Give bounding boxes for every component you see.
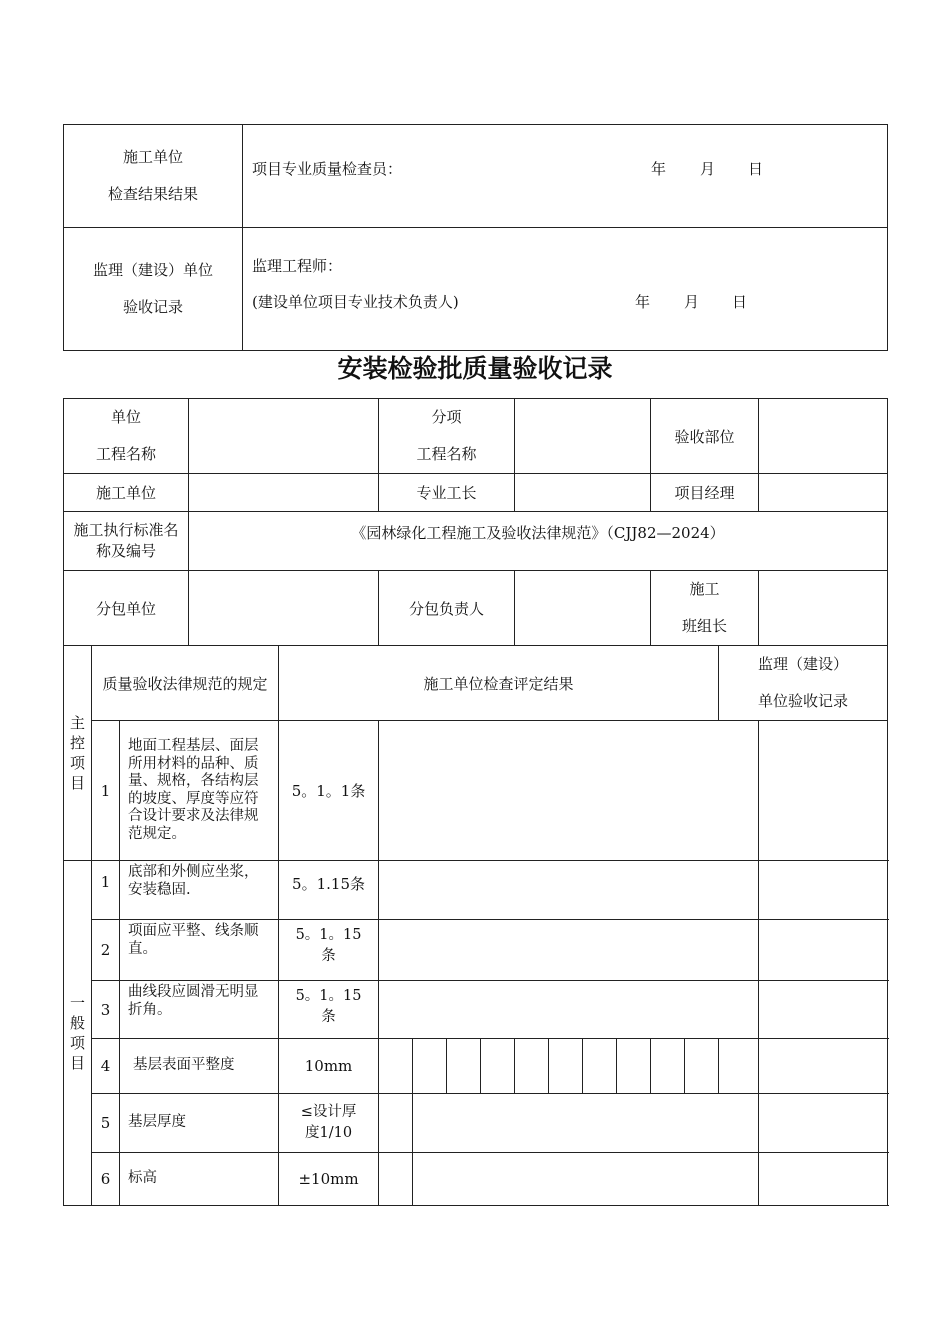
check-result-cell[interactable] bbox=[379, 861, 759, 920]
construction-unit-label: 施工单位 bbox=[64, 474, 189, 512]
spec-column-header: 质量验收法律规范的规定 bbox=[92, 646, 279, 721]
supervision-unit-label: 监理（建设）单位 bbox=[92, 261, 213, 279]
item-number: 4 bbox=[92, 1039, 120, 1094]
project-manager-label: 项目经理 bbox=[651, 474, 759, 512]
table-row bbox=[64, 920, 888, 981]
check-result-cell[interactable] bbox=[379, 920, 759, 981]
item-description: 基层表面平整度 bbox=[120, 1039, 279, 1094]
item-reference: 10mm bbox=[279, 1039, 379, 1094]
check-result-label: 检查结果结果 bbox=[107, 185, 198, 203]
item-number: 6 bbox=[92, 1153, 120, 1206]
measurement-cell[interactable] bbox=[413, 1039, 447, 1094]
item-description: 曲线段应圆滑无明显折角。 bbox=[120, 981, 279, 1039]
standard-label-cell bbox=[64, 512, 189, 571]
team-leader-label-line2: 班组长 bbox=[682, 617, 728, 635]
item-description: 基层厚度 bbox=[120, 1094, 279, 1153]
supervision-record-cell[interactable] bbox=[759, 981, 888, 1039]
measurement-cell[interactable] bbox=[379, 1039, 413, 1094]
supervision-header-line2: 单位验收记录 bbox=[758, 692, 849, 710]
measurement-cell[interactable] bbox=[379, 1094, 413, 1153]
sub-leader-label: 分包负责人 bbox=[379, 571, 515, 646]
item-description: 底部和外侧应坐浆，安装稳固. bbox=[120, 861, 279, 920]
main-control-text: 主 控 项 目 bbox=[69, 714, 85, 792]
foreman-label: 专业工长 bbox=[379, 474, 515, 512]
check-result-cell[interactable] bbox=[413, 1094, 759, 1153]
sub-leader-value[interactable] bbox=[515, 571, 651, 646]
supervision-record-cell[interactable] bbox=[759, 1153, 888, 1206]
item-description: 地面工程基层、面层所用材料的品种、质量、规格，各结构层的坡度、厚度等应符合设计要求及法律规范规定。 bbox=[120, 721, 279, 861]
item-reference: 5。1。1条 bbox=[279, 721, 379, 861]
engineer-signature-cell bbox=[243, 228, 888, 351]
measurement-cell[interactable] bbox=[719, 1039, 759, 1094]
measurement-cell[interactable] bbox=[515, 1039, 549, 1094]
item-description: 标高 bbox=[120, 1153, 279, 1206]
document-title: 安装检验批质量验收记录 bbox=[337, 354, 613, 383]
result-column-header: 施工单位检查评定结果 bbox=[279, 646, 719, 721]
sub-project-name-label: 工程名称 bbox=[416, 445, 477, 463]
standard-value: 《园林绿化工程施工及验收法律规范》（CJJ82—2024） bbox=[189, 512, 888, 571]
measurement-cell[interactable] bbox=[379, 1153, 413, 1206]
supervision-column-header bbox=[719, 646, 888, 721]
sub-project-label-cell bbox=[379, 399, 515, 474]
item-reference: 5。1.15条 bbox=[279, 861, 379, 920]
date-year: 年 bbox=[635, 293, 651, 311]
inspector-label: 项目专业质量检查员： bbox=[252, 160, 403, 178]
date-month: 月 bbox=[684, 293, 700, 311]
project-name-label: 工程名称 bbox=[96, 445, 157, 463]
supervision-label-cell bbox=[64, 228, 243, 351]
inspector-signature-cell bbox=[243, 125, 888, 228]
supervision-record-cell[interactable] bbox=[759, 1094, 888, 1153]
standard-label-line1: 施工执行标准名 bbox=[73, 521, 179, 539]
team-leader-label-line1: 施工 bbox=[689, 580, 720, 598]
table-row bbox=[64, 861, 888, 920]
unit-project-label-cell bbox=[64, 399, 189, 474]
check-result-cell[interactable] bbox=[413, 1153, 759, 1206]
item-reference: ≤设计厚度1/10 bbox=[279, 1094, 379, 1153]
acceptance-part-value[interactable] bbox=[759, 399, 888, 474]
item-number: 1 bbox=[92, 861, 120, 920]
supervision-header-line1: 监理（建设） bbox=[758, 655, 849, 673]
engineer-label: 监理工程师： bbox=[252, 257, 343, 275]
supervision-record-cell[interactable] bbox=[759, 721, 888, 861]
project-manager-value[interactable] bbox=[759, 474, 888, 512]
item-description: 项面应平整、线条顺直。 bbox=[120, 920, 279, 981]
measurement-cell[interactable] bbox=[583, 1039, 617, 1094]
foreman-value[interactable] bbox=[515, 474, 651, 512]
date-day: 日 bbox=[748, 160, 764, 178]
date-month: 月 bbox=[700, 160, 716, 178]
date-year: 年 bbox=[651, 160, 667, 178]
main-control-label bbox=[64, 646, 92, 861]
item-number: 5 bbox=[92, 1094, 120, 1153]
table-row bbox=[64, 721, 888, 861]
item-reference: 5。1。15条 bbox=[279, 920, 379, 981]
item-number: 2 bbox=[92, 920, 120, 981]
check-result-cell[interactable] bbox=[379, 721, 759, 861]
measurement-cell[interactable] bbox=[651, 1039, 685, 1094]
date-day: 日 bbox=[732, 293, 748, 311]
supervision-record-cell[interactable] bbox=[759, 1039, 888, 1094]
general-items-text: 一 般 项 目 bbox=[69, 994, 85, 1072]
standard-label-line2: 称及编号 bbox=[96, 542, 157, 560]
table-row bbox=[64, 1094, 888, 1153]
construction-unit-label: 施工单位 bbox=[122, 148, 183, 166]
item-number: 1 bbox=[92, 721, 120, 861]
item-reference: 5。1。15条 bbox=[279, 981, 379, 1039]
team-leader-value[interactable] bbox=[759, 571, 888, 646]
signature-table bbox=[63, 124, 888, 351]
measurement-cell[interactable] bbox=[481, 1039, 515, 1094]
sub-project-value[interactable] bbox=[515, 399, 651, 474]
acceptance-record-label: 验收记录 bbox=[122, 298, 183, 316]
item-reference: ±10mm bbox=[279, 1153, 379, 1206]
unit-label: 单位 bbox=[111, 408, 142, 426]
item-number: 3 bbox=[92, 981, 120, 1039]
construction-unit-value[interactable] bbox=[189, 474, 379, 512]
acceptance-part-label: 验收部位 bbox=[651, 399, 759, 474]
inspection-record-table bbox=[63, 398, 888, 1206]
measurement-cell[interactable] bbox=[685, 1039, 719, 1094]
measurement-cell[interactable] bbox=[617, 1039, 651, 1094]
sub-item-label: 分项 bbox=[431, 408, 462, 426]
table-row bbox=[64, 1039, 888, 1094]
measurement-cell[interactable] bbox=[549, 1039, 583, 1094]
team-leader-label-cell bbox=[651, 571, 759, 646]
subcontractor-label: 分包单位 bbox=[64, 571, 189, 646]
subcontractor-value[interactable] bbox=[189, 571, 379, 646]
unit-project-value[interactable] bbox=[189, 399, 379, 474]
measurement-cell[interactable] bbox=[447, 1039, 481, 1094]
general-items-label bbox=[64, 861, 92, 1206]
construction-check-label-cell bbox=[64, 125, 243, 228]
owner-note: (建设单位项目专业技术负责人) bbox=[252, 293, 459, 311]
table-row bbox=[64, 1153, 888, 1206]
table-row bbox=[64, 981, 888, 1039]
check-result-cell[interactable] bbox=[379, 981, 759, 1039]
supervision-record-cell[interactable] bbox=[759, 861, 888, 920]
supervision-record-cell[interactable] bbox=[759, 920, 888, 981]
